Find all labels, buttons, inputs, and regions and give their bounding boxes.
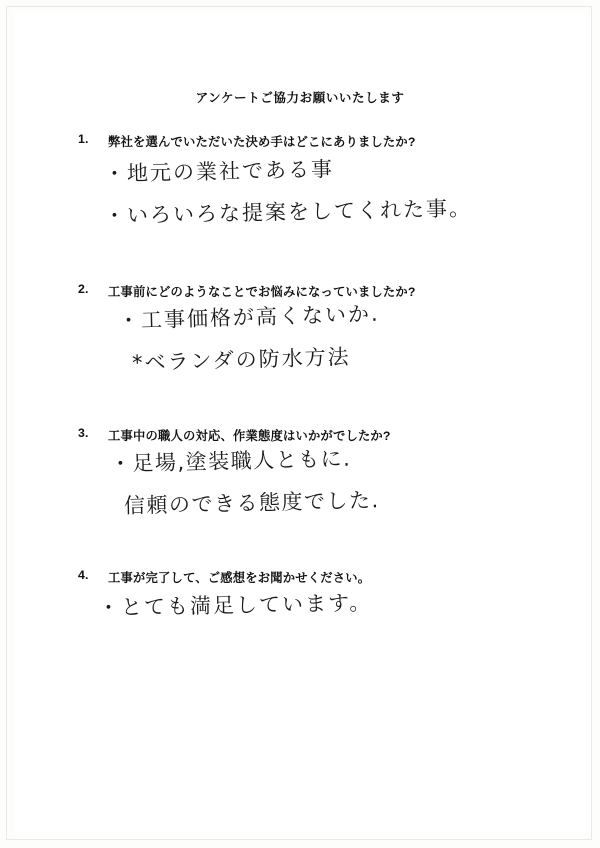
question-block-1 xyxy=(78,132,548,150)
question-block-3 xyxy=(78,426,548,444)
question-line-2 xyxy=(78,282,548,300)
question-number-3: 3. xyxy=(78,426,89,440)
question-line-4 xyxy=(78,568,548,586)
answer-3-line-1: ・足場,塗装職人ともに. xyxy=(109,446,352,476)
question-line-3 xyxy=(78,426,548,444)
question-number-4: 4. xyxy=(78,568,89,582)
question-line-1 xyxy=(78,132,548,150)
question-number-2: 2. xyxy=(78,282,89,296)
answer-4-line-1: ・とても満足しています。 xyxy=(97,590,373,620)
answer-2 xyxy=(117,301,380,377)
answer-3-line-2: 信頼のできる態度でした. xyxy=(123,488,380,518)
question-text-3: 工事中の職人の対応、作業態度はいかがでしたか? xyxy=(108,429,391,443)
question-block-2 xyxy=(78,282,548,300)
answer-2-line-2: *ベランダの防水方法 xyxy=(131,344,351,375)
question-number-1: 1. xyxy=(78,132,89,146)
page-title: アンケートご協力お願いいたします xyxy=(195,91,405,105)
question-text-1: 弊社を選んでいただいた決め手はどこにありましたか? xyxy=(108,135,416,149)
answer-1-line-1: ・地元の業社である事 xyxy=(103,157,335,186)
answer-4 xyxy=(98,592,372,622)
question-text-2: 工事前にどのようなことでお悩みになっていましたか? xyxy=(108,285,416,299)
answer-1-line-2: ・いろいろな提案をしてくれた事。 xyxy=(103,196,473,228)
answer-2-line-1: ・工事価格が高くないか. xyxy=(117,301,380,333)
answer-3 xyxy=(110,448,380,520)
question-text-4: 工事が完了して、ご感想をお聞かせください。 xyxy=(108,571,371,585)
question-block-4 xyxy=(78,568,548,586)
answer-1 xyxy=(104,158,472,230)
